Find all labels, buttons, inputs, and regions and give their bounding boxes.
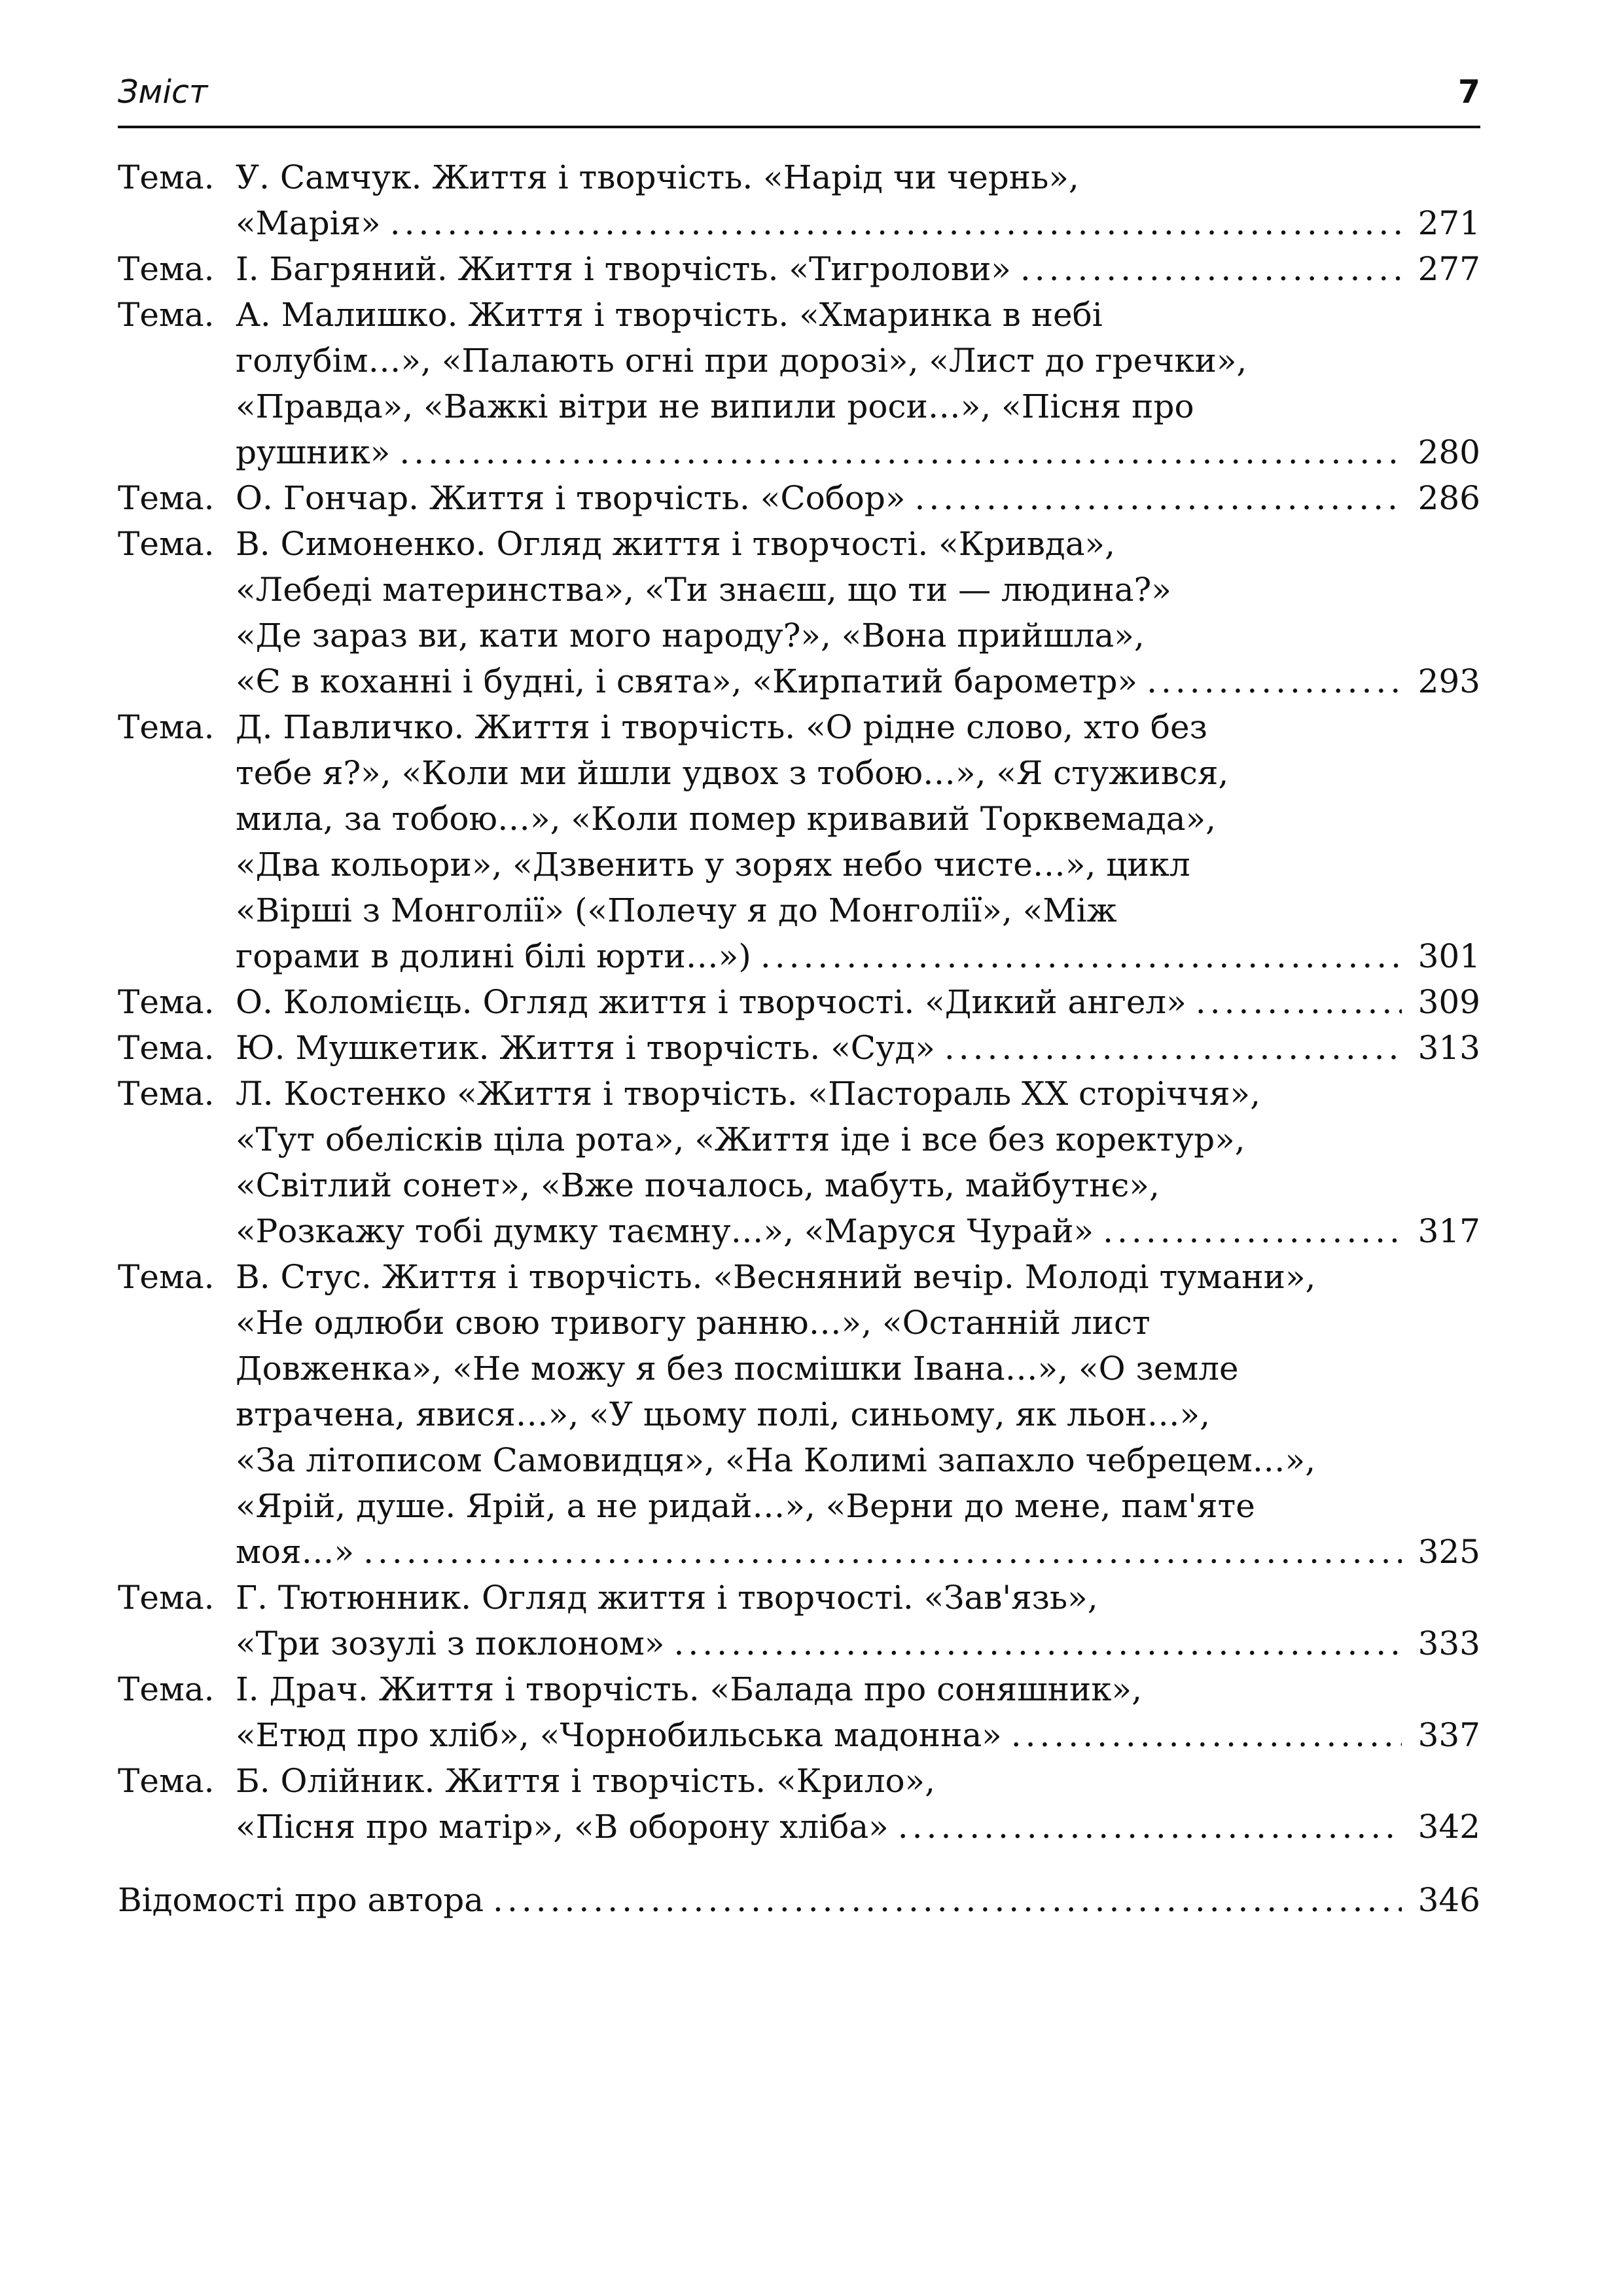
toc-entry-text: «Розкажу тобі думку таємну…», «Маруся Чурай» — [236, 1212, 1094, 1250]
dot-leader — [363, 1529, 1402, 1575]
header-title: Зміст — [118, 73, 208, 111]
toc-page-number: 271 — [1418, 204, 1480, 242]
toc-entry-text: «Не одлюби свою тривогу ранню…», «Останній лист — [236, 1304, 1150, 1342]
toc-page-number: 313 — [1418, 1029, 1480, 1067]
dot-leader — [493, 1877, 1402, 1923]
toc-entry-text: «Світлий сонет», «Вже почалось, мабуть, майбутнє», — [236, 1166, 1160, 1204]
toc-line — [118, 154, 1480, 200]
toc-line — [118, 475, 1480, 521]
toc-entry-text: І. Багряний. Життя і творчість. «Тигролови» — [236, 250, 1011, 288]
toc-page-number: 325 — [1418, 1533, 1480, 1571]
toc-line — [118, 567, 1480, 613]
toc-entry-text: тебе я?», «Коли ми йшли удвох з тобою…», «Я стужився, — [236, 754, 1229, 792]
toc-entry — [118, 1666, 1480, 1758]
toc-entry-text: «Три зозулі з поклоном» — [236, 1624, 665, 1662]
toc-line — [118, 1529, 1480, 1575]
toc-line — [118, 613, 1480, 658]
running-header — [118, 71, 1480, 128]
dot-leader — [674, 1621, 1402, 1666]
toc-line — [118, 979, 1480, 1025]
dot-leader — [1020, 246, 1402, 292]
toc-line — [118, 1391, 1480, 1437]
toc-entry-label: Тема. — [118, 525, 215, 563]
toc-entry-label: Тема. — [118, 1075, 215, 1113]
toc-entry-text: голубім…», «Палають огні при дорозі», «Лист до гречки», — [236, 342, 1247, 380]
toc-line — [118, 933, 1480, 979]
toc-entry-text: «Лебеді материнства», «Ти знаєш, що ти — людина?» — [236, 571, 1171, 609]
toc-line — [118, 429, 1480, 475]
toc-entry-text: «Ярій, душе. Ярій, а не ридай…», «Верни до мене, пам'яте — [236, 1487, 1255, 1525]
dot-leader — [1011, 1712, 1402, 1758]
toc-entry — [118, 521, 1480, 704]
toc-entry-text: «Є в коханні і будні, і свята», «Кирпатий барометр» — [236, 662, 1138, 700]
toc-entry-label: Тема. — [118, 1258, 215, 1296]
toc-entry — [118, 1071, 1480, 1254]
toc-entry-text: Г. Тютюнник. Огляд життя і творчості. «Зав'язь», — [236, 1579, 1098, 1617]
toc-line — [118, 658, 1480, 704]
toc-entry-text: «Де зараз ви, кати мого народу?», «Вона прийшла», — [236, 617, 1145, 655]
toc-entry-text: Ю. Мушкетик. Життя і творчість. «Суд» — [236, 1029, 935, 1067]
toc-entry-text: В. Стус. Життя і творчість. «Весняний вечір. Молоді тумани», — [236, 1258, 1316, 1296]
toc-line — [118, 796, 1480, 842]
toc-entry-text: Довженка», «Не можу я без посмішки Івана…», «О земле — [236, 1350, 1239, 1388]
toc-entry-label: Тема. — [118, 158, 215, 196]
toc-entry-label: Тема. — [118, 983, 215, 1021]
toc-page-number: 301 — [1418, 937, 1480, 975]
toc-entry-label: Тема. — [118, 1670, 215, 1708]
toc-entry-label: Тема. — [118, 1029, 215, 1067]
toc-entry-label: Тема. — [118, 296, 215, 334]
toc-line — [118, 1254, 1480, 1300]
toc-page-number: 286 — [1418, 479, 1480, 517]
toc-entry — [118, 1575, 1480, 1666]
dot-leader — [1103, 1208, 1402, 1254]
toc-page-number: 293 — [1418, 662, 1480, 700]
toc-entry — [118, 154, 1480, 246]
toc-line — [118, 1117, 1480, 1162]
dot-leader — [390, 200, 1402, 246]
toc-entry — [118, 979, 1480, 1025]
table-of-contents — [118, 154, 1480, 1923]
toc-line — [118, 1162, 1480, 1208]
dot-leader — [944, 1025, 1402, 1071]
dot-leader — [1196, 979, 1402, 1025]
toc-line — [118, 1437, 1480, 1483]
toc-entry-text: «Етюд про хліб», «Чорнобильська мадонна» — [236, 1716, 1002, 1754]
header-page-number: 7 — [1457, 73, 1480, 111]
toc-entry-text: «Марія» — [236, 204, 381, 242]
toc-line — [118, 888, 1480, 933]
dot-leader — [1147, 658, 1402, 704]
toc-line — [118, 246, 1480, 292]
toc-entry-text: рушник» — [236, 433, 391, 471]
dot-leader — [915, 475, 1402, 521]
toc-entry-label: Тема. — [118, 1762, 215, 1800]
toc-entry-text: «За літописом Самовидця», «На Колимі запахло чебрецем…», — [236, 1441, 1316, 1479]
toc-entry-text: моя…» — [236, 1533, 355, 1571]
toc-page-number: 277 — [1418, 250, 1480, 288]
toc-page-number: 333 — [1418, 1624, 1480, 1662]
toc-line — [118, 1575, 1480, 1621]
toc-entry-text: «Пісня про матір», «В оборону хліба» — [236, 1808, 889, 1846]
toc-line — [118, 200, 1480, 246]
toc-entry-text: Б. Олійник. Життя і творчість. «Крило», — [236, 1762, 936, 1800]
toc-line — [118, 338, 1480, 384]
toc-line — [118, 292, 1480, 338]
toc-entry-text: А. Малишко. Життя і творчість. «Хмаринка в небі — [236, 296, 1103, 334]
toc-line — [118, 842, 1480, 888]
toc-entry-text: мила, за тобою…», «Коли помер кривавий Торквемада», — [236, 800, 1217, 838]
toc-line — [118, 1804, 1480, 1850]
toc-entry — [118, 1025, 1480, 1071]
toc-line — [118, 1071, 1480, 1117]
toc-entry-label: Тема. — [118, 1579, 215, 1617]
toc-entry-text: втрачена, явися…», «У цьому полі, синьому, як льон…», — [236, 1395, 1211, 1433]
toc-page-number: 317 — [1418, 1212, 1480, 1250]
toc-entry — [118, 292, 1480, 475]
toc-line — [118, 1621, 1480, 1666]
toc-entry-text: І. Драч. Життя і творчість. «Балада про соняшник», — [236, 1670, 1143, 1708]
toc-footer-entry — [118, 1877, 1480, 1923]
toc-entry-text: «Два кольори», «Дзвенить у зорях небо чисте…», цикл — [236, 846, 1190, 884]
toc-page-number: 342 — [1418, 1808, 1480, 1846]
toc-page-number: 309 — [1418, 983, 1480, 1021]
toc-line — [118, 384, 1480, 429]
toc-line — [118, 1758, 1480, 1804]
toc-footer-text: Відомості про автора — [118, 1881, 484, 1919]
toc-entry — [118, 704, 1480, 979]
toc-page-number: 346 — [1418, 1881, 1480, 1919]
toc-line — [118, 750, 1480, 796]
toc-line — [118, 1346, 1480, 1391]
toc-entry — [118, 475, 1480, 521]
toc-line — [118, 1483, 1480, 1529]
toc-line — [118, 704, 1480, 750]
toc-line — [118, 1208, 1480, 1254]
toc-entry-text: «Тут обелісків ціла рота», «Життя іде і все без коректур», — [236, 1121, 1245, 1158]
toc-entry-text: «Правда», «Важкі вітри не випили роси…», «Пісня про — [236, 387, 1194, 425]
toc-line — [118, 1300, 1480, 1346]
toc-page-number: 337 — [1418, 1716, 1480, 1754]
toc-entry-text: горами в долині білі юрти…») — [236, 937, 751, 975]
toc-line — [118, 1712, 1480, 1758]
section-gap — [118, 1850, 1480, 1877]
dot-leader — [399, 429, 1402, 475]
toc-entry-label: Тема. — [118, 479, 215, 517]
toc-entry-text: Д. Павличко. Життя і творчість. «О рідне слово, хто без — [236, 708, 1207, 746]
toc-entry-label: Тема. — [118, 708, 215, 746]
toc-line — [118, 521, 1480, 567]
toc-entry-text: О. Коломієць. Огляд життя і творчості. «Дикий ангел» — [236, 983, 1186, 1021]
toc-entry — [118, 1254, 1480, 1575]
toc-entry — [118, 1758, 1480, 1850]
toc-entry-text: Л. Костенко «Життя і творчість. «Пасторaль XX сторіччя», — [236, 1075, 1260, 1113]
dot-leader — [898, 1804, 1402, 1850]
toc-page-number: 280 — [1418, 433, 1480, 471]
toc-line — [118, 1025, 1480, 1071]
toc-entry-text: У. Самчук. Життя і творчість. «Нарід чи чернь», — [236, 158, 1079, 196]
toc-entry-label: Тема. — [118, 250, 215, 288]
dot-leader — [760, 933, 1402, 979]
toc-entry-text: «Вірші з Монголії» («Полечу я до Монголії», «Між — [236, 891, 1117, 929]
toc-line — [118, 1666, 1480, 1712]
toc-entry-text: В. Симоненко. Огляд життя і творчості. «Кривда», — [236, 525, 1115, 563]
toc-entry — [118, 246, 1480, 292]
toc-entry-text: О. Гончар. Життя і творчість. «Собор» — [236, 479, 906, 517]
